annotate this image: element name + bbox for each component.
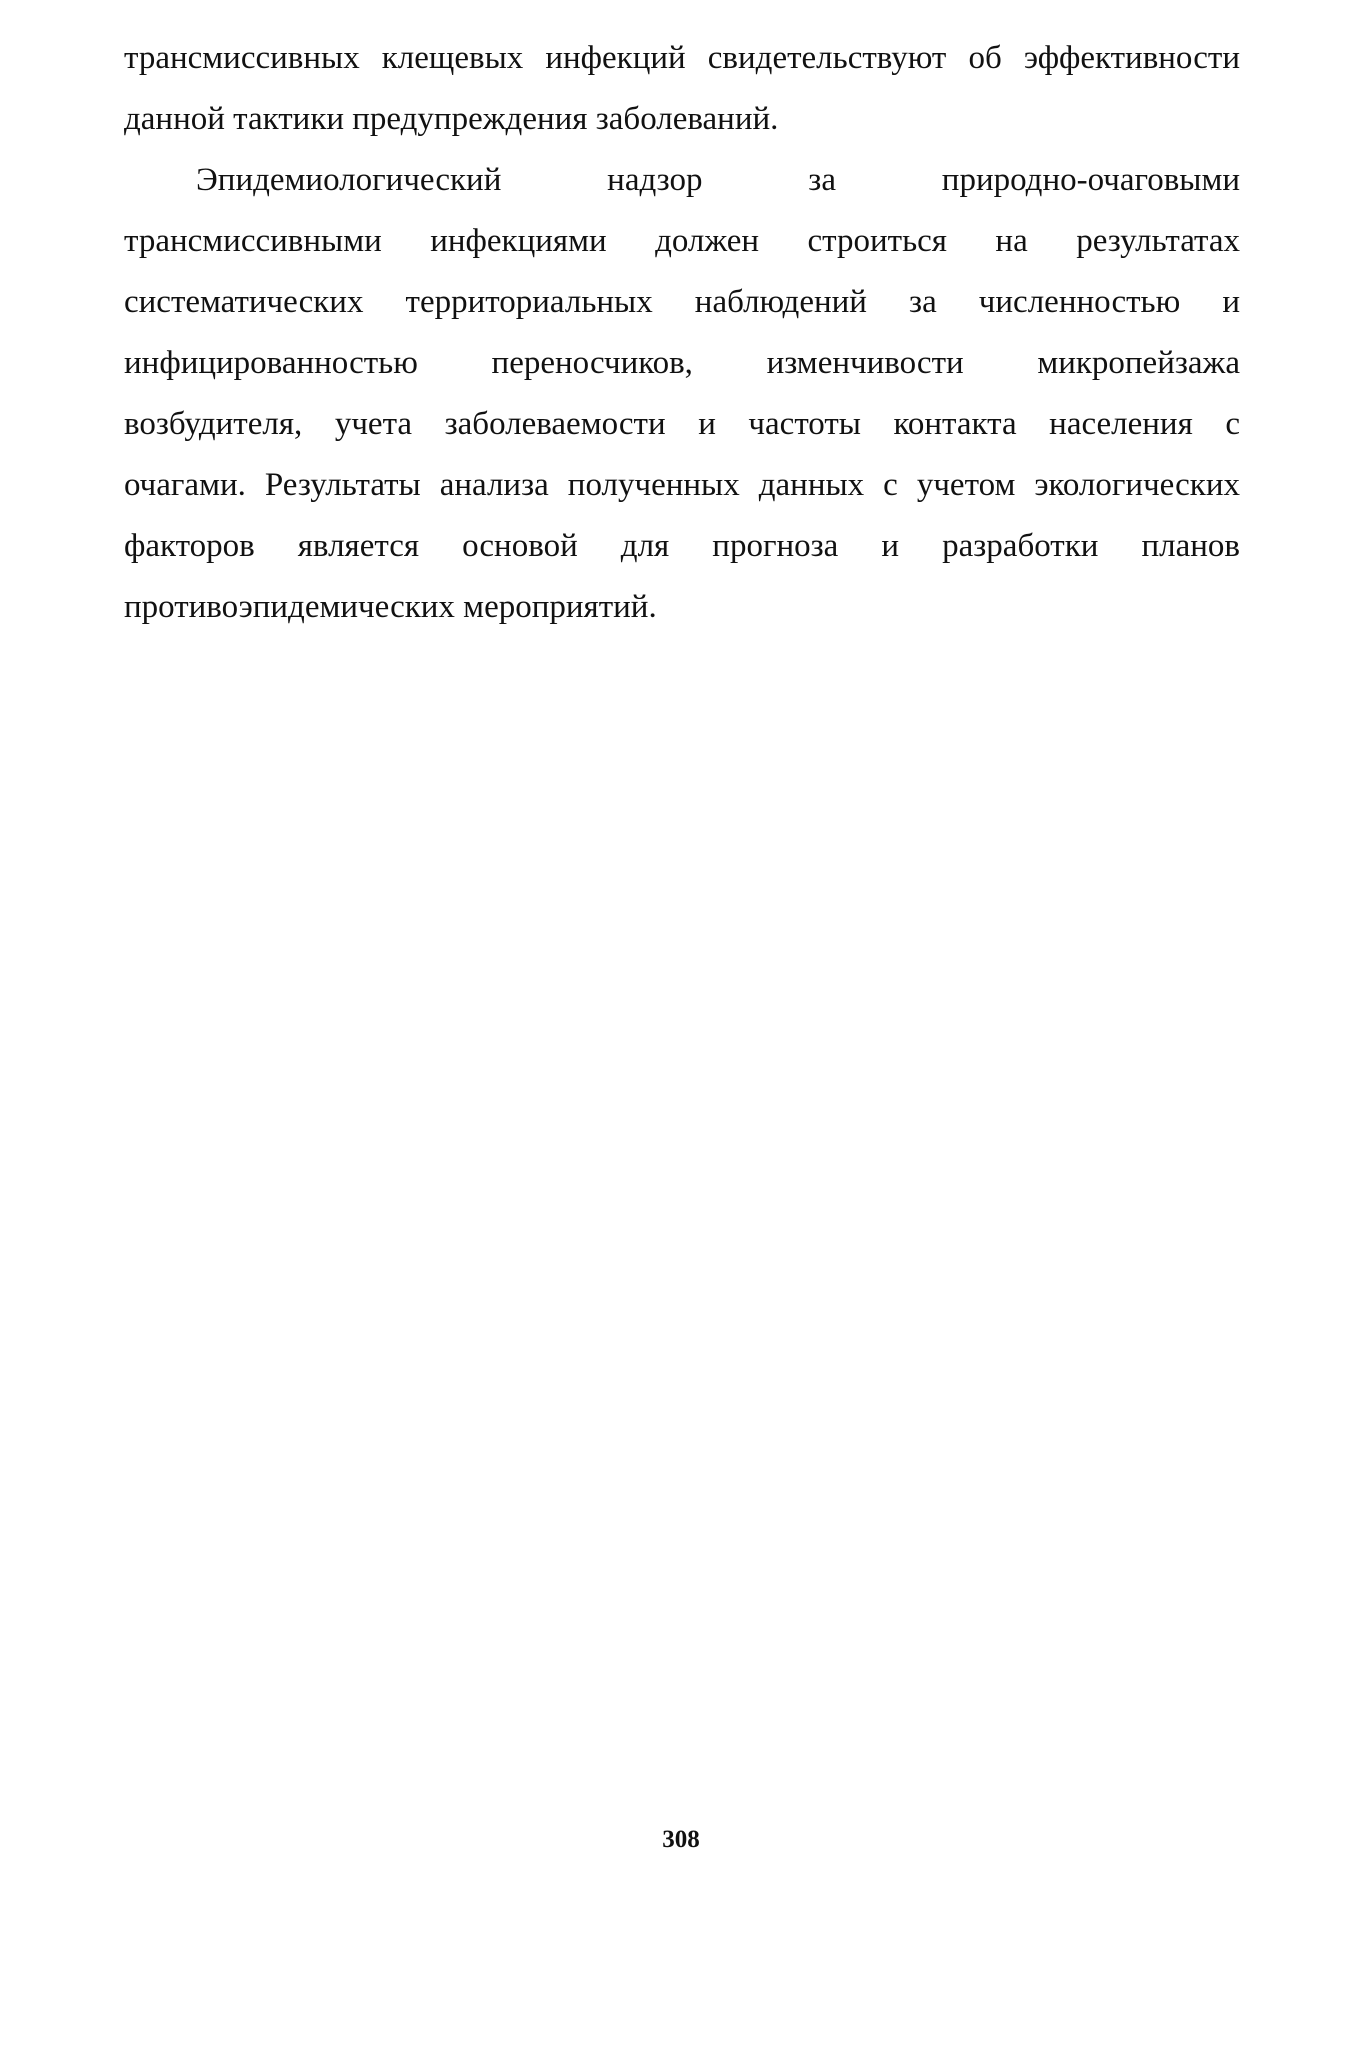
text-line: инфицированностью переносчиков, изменчивости микропейзажа [124,345,1240,381]
paragraph-2 [124,150,1240,638]
text-line: противоэпидемических мероприятий. [124,589,657,625]
text-line: данной тактики предупреждения заболеваний. [124,101,779,137]
text-line: трансмиссивных клещевых инфекций свидетельствуют об эффективности [124,40,1240,76]
text-line: факторов является основой для прогноза и разработки планов [124,528,1240,564]
text-line: возбудителя, учета заболеваемости и частоты контакта населения с [124,406,1240,442]
text-line: систематических территориальных наблюдений за численностью и [124,284,1240,320]
body-text [124,28,1240,638]
text-line: Эпидемиологический надзор за природно-очаговыми [196,162,1240,198]
paragraph-1 [124,28,1240,150]
text-line: трансмиссивными инфекциями должен строиться на результатах [124,223,1240,259]
text-line: очагами. Результаты анализа полученных данных с учетом экологических [124,467,1240,503]
page-number: 308 [662,1826,700,1853]
